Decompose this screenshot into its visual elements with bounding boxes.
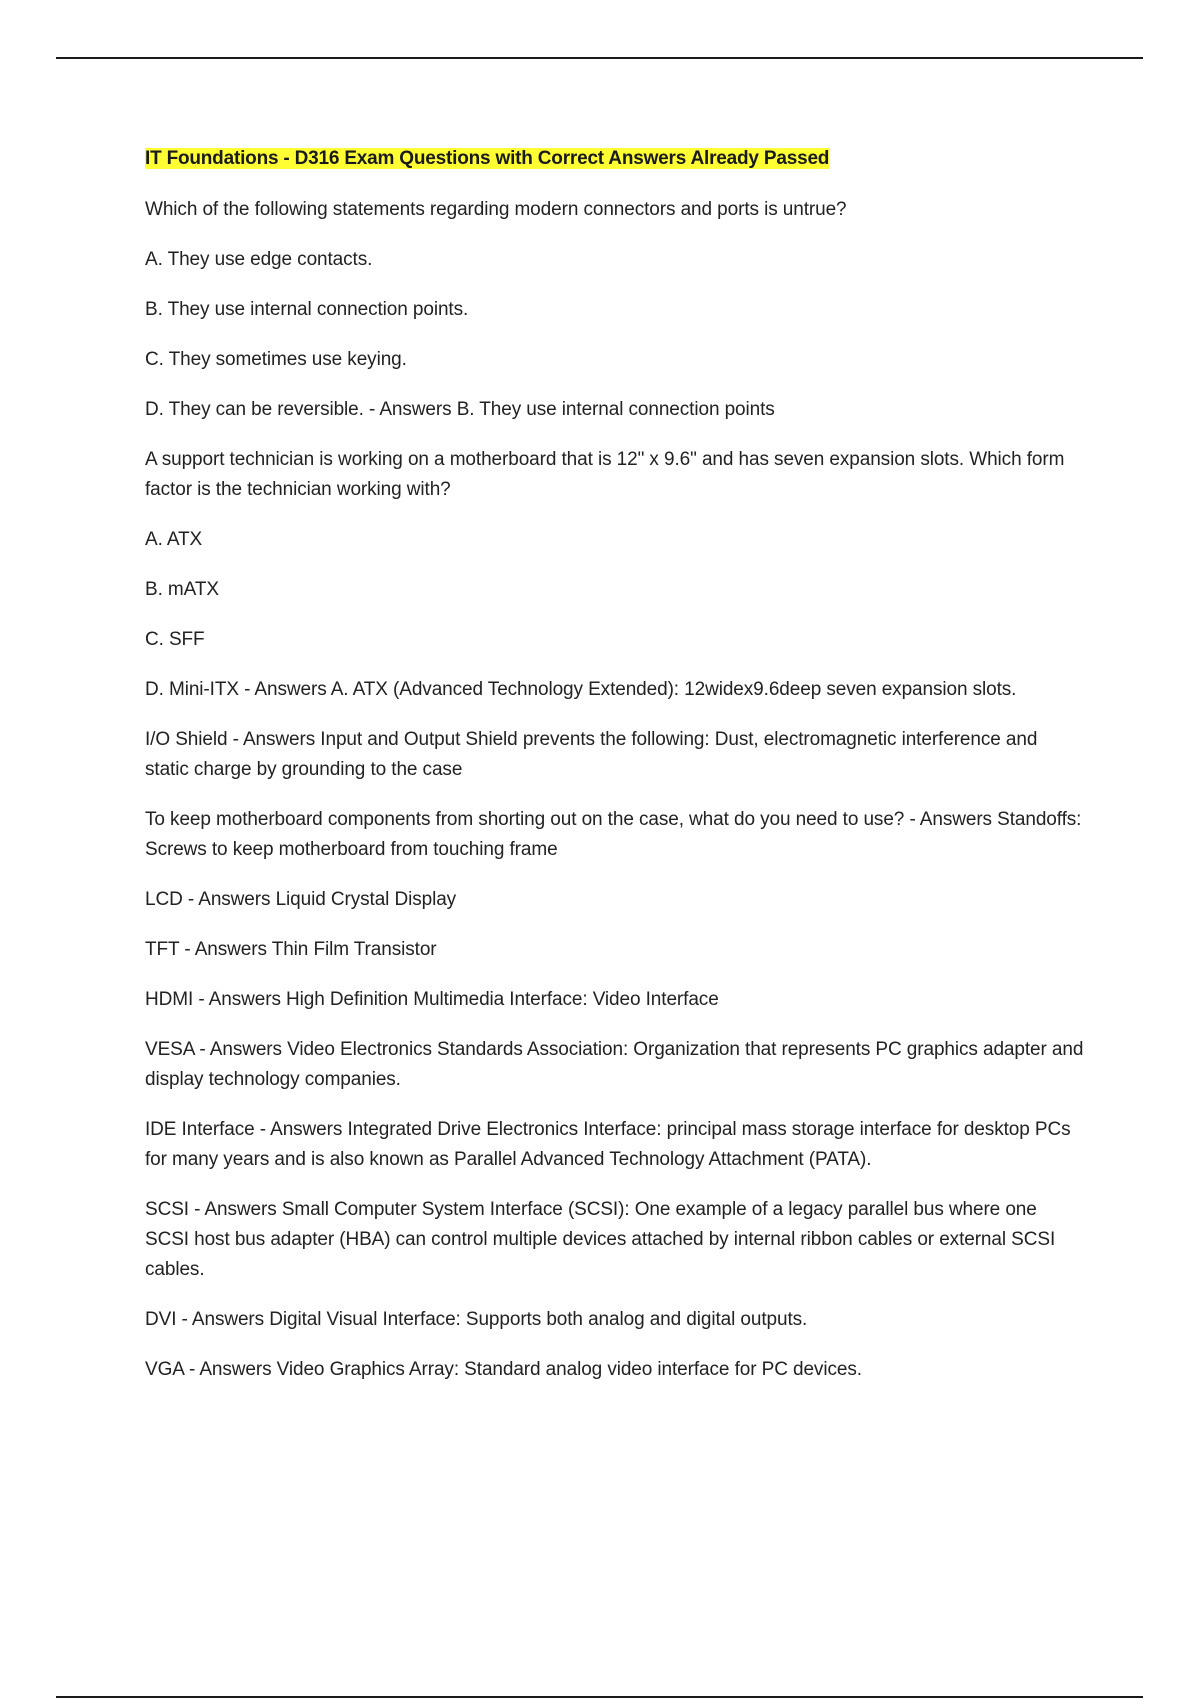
question-2-stem: A support technician is working on a motherboard that is 12" x 9.6" and has seven expansion slots. Which form factor is the technician working with? <box>145 449 1065 500</box>
term-ide-interface: IDE Interface - Answers Integrated Drive Electronics Interface: principal mass storage interface for desktop PCs for many years and is also known as Parallel Advanced Technology Attachment (PATA). <box>145 1119 1071 1170</box>
term-hdmi: HDMI - Answers High Definition Multimedia Interface: Video Interface <box>145 989 719 1010</box>
document-body <box>145 144 1085 1405</box>
term-dvi: DVI - Answers Digital Visual Interface: Supports both analog and digital outputs. <box>145 1309 808 1330</box>
question-2-option-d-answer: D. Mini-ITX - Answers A. ATX (Advanced Technology Extended): 12widex9.6deep seven expansion slots. <box>145 679 1017 700</box>
term-scsi: SCSI - Answers Small Computer System Interface (SCSI): One example of a legacy parallel bus where one SCSI host bus adapter (HBA) can control multiple devices attached by internal ribbon cables or external SCSI cables. <box>145 1199 1056 1280</box>
term-standoffs: To keep motherboard components from shorting out on the case, what do you need to use? - Answers Standoffs: Screws to keep motherboard from touching frame <box>145 809 1082 860</box>
term-tft: TFT - Answers Thin Film Transistor <box>145 939 437 960</box>
term-vesa: VESA - Answers Video Electronics Standards Association: Organization that represents PC graphics adapter and display technology companies. <box>145 1039 1084 1090</box>
header-rule <box>56 57 1143 59</box>
title-block <box>145 144 1085 175</box>
question-2-option-a: A. ATX <box>145 529 203 550</box>
document-title: IT Foundations - D316 Exam Questions with Correct Answers Already Passed <box>145 148 830 169</box>
question-1-stem: Which of the following statements regarding modern connectors and ports is untrue? <box>145 199 847 220</box>
question-1-option-a: A. They use edge contacts. <box>145 249 373 270</box>
term-vga: VGA - Answers Video Graphics Array: Standard analog video interface for PC devices. <box>145 1359 862 1380</box>
term-io-shield: I/O Shield - Answers Input and Output Shield prevents the following: Dust, electromagnetic interference and static charge by grounding to the case <box>145 729 1038 780</box>
question-1-option-c: C. They sometimes use keying. <box>145 349 407 370</box>
term-lcd: LCD - Answers Liquid Crystal Display <box>145 889 457 910</box>
question-2-option-b: B. mATX <box>145 579 219 600</box>
question-2-option-c: C. SFF <box>145 629 205 650</box>
footer-rule <box>56 1696 1143 1698</box>
question-1-option-b: B. They use internal connection points. <box>145 299 469 320</box>
question-1-option-d-answer: D. They can be reversible. - Answers B. They use internal connection points <box>145 399 775 420</box>
